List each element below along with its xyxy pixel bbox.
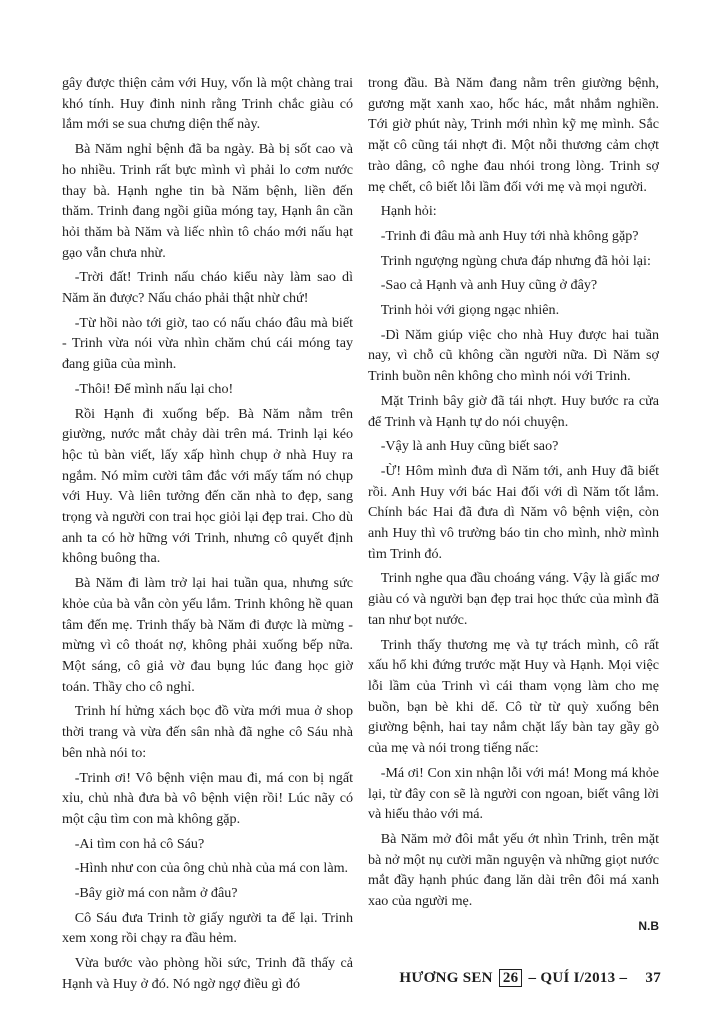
paragraph: trong đầu. Bà Năm đang nằm trên giường bệnh, gương mặt xanh xao, hốc hác, mắt nhắm nghiền. Tới giờ phút này, Trinh mới nhìn kỹ mẹ mình. Sắc mặt cô cũng tái nhợt đi. Một nỗi thương cảm chợt trào dâng, cô nghe đau nhói trong lòng. Trinh sợ mẹ chết, cô biết lỗi lầm đối với mẹ và mọi người. <box>368 75 659 195</box>
paragraph: Trinh ngượng ngùng chưa đáp nhưng đã hỏi lại: <box>380 252 651 269</box>
paragraph: -Thôi! Để mình nấu lại cho! <box>74 380 234 397</box>
paragraph: -Trinh đi đâu mà anh Huy tới nhà không gặp? <box>380 227 639 244</box>
paragraph: -Hình như con của ông chủ nhà của má con làm. <box>74 860 349 877</box>
paragraph: -Từ hồi nào tới giờ, tao có nấu cháo đâu mà biết - Trinh vừa nói vừa nhìn chăm chú cái móng tay đang giũa của mình. <box>62 314 353 373</box>
paragraph: Rồi Hạnh đi xuống bếp. Bà Năm nằm trên giường, nước mắt chảy dài trên má. Trinh lại kéo hộc tủ bàn viết, lấy xấp hình chụp ở nhà Huy ra ngắm. Nó mỉm cười tâm đắc với mấy tấm nó chụp với Huy. Và liên tưởng đến căn nhà to đẹp, sang trọng và người con trai học giỏi lại đẹp trai. Cho dù anh ta có hờ hững với Trinh, nhưng cô quyết định không buông tha. <box>62 405 353 567</box>
paragraph: -Dì Năm giúp việc cho nhà Huy được hai tuần nay, vì chỗ cũ không cần người nữa. Dì Năm sợ Trinh buồn nên không cho mình nói với Trinh. <box>368 326 659 385</box>
left-column <box>62 73 353 999</box>
paragraph: Bà Năm mở đôi mắt yếu ớt nhìn Trinh, trên mặt bà nở một nụ cười mãn nguyện và những giọt nước mắt đầy hạnh phúc đang lăn dài trên đôi má xanh xao của người mẹ. <box>368 830 659 910</box>
paragraph: -Má ơi! Con xin nhận lỗi với má! Mong má khỏe lại, từ đây con sẽ là người con ngoan, biết vâng lời và hiếu thảo với má. <box>368 764 659 823</box>
issue-quarter: – QUÍ I/2013 – <box>528 970 628 986</box>
paragraph: Mặt Trinh bây giờ đã tái nhợt. Huy bước ra cửa để Trinh và Hạnh tự do nói chuyện. <box>368 392 659 430</box>
paragraph: -Bây giờ má con nằm ở đâu? <box>74 885 238 902</box>
paragraph: Trinh hí hửng xách bọc đồ vừa mới mua ở shop thời trang và vừa đến sân nhà đã nghe cô Sáu nhà bên nhà nói to: <box>62 703 353 761</box>
paragraph: -Sao cả Hạnh và anh Huy cũng ở đây? <box>380 277 598 294</box>
paragraph: -Ừ! Hôm mình đưa dì Năm tới, anh Huy đã biết rồi. Anh Huy với bác Hai đối với dì Năm tốt lắm. Chính bác Hai đã đưa dì Năm vô bệnh viện, còn anh Huy thì vô trường báo tin cho mình, nhờ mình tìm Trinh đó. <box>368 462 659 562</box>
paragraph: -Ai tìm con hả cô Sáu? <box>74 835 205 852</box>
paragraph: -Trời đất! Trinh nấu cháo kiểu này làm sao dì Năm ăn được? Nấu cháo phải thật nhừ chứ! <box>62 269 353 307</box>
issue-number-box: 26 <box>499 969 523 987</box>
paragraph: Bà Năm đi làm trở lại hai tuần qua, nhưng sức khỏe của bà vẫn còn yếu lắm. Trinh không hề quan tâm đến mẹ. Trinh thấy bà Năm đi được là mừng - mừng vì cô thoát nợ, không phải xuống bếp nữa. Một sáng, cô giả vờ đau bụng lúc đang học giờ toán. Thầy cho cô nghỉ. <box>62 575 353 695</box>
paragraph: Hạnh hỏi: <box>380 203 437 220</box>
right-column <box>368 73 659 940</box>
paragraph: Cô Sáu đưa Trinh tờ giấy người ta để lại. Trinh xem xong rồi chạy ra đầu hẻm. <box>62 909 353 947</box>
paragraph: Trinh nghe qua đầu choáng váng. Vậy là giấc mơ giàu có và người bạn đẹp trai học thức của mình đã tan như bọt nước. <box>368 570 659 628</box>
paragraph: Vừa bước vào phòng hồi sức, Trinh đã thấy cả Hạnh và Huy ở đó. Nó ngờ ngợ điều gì đó <box>62 955 353 992</box>
paragraph: Trinh thấy thương mẹ và tự trách mình, cô rất xấu hổ khi đứng trước mặt Huy và Hạnh. Mọi việc lỗi lầm của Trinh vì cái tham vọng làm cho mẹ buồn, bạn bè khi dể. Cô từ từ quỳ xuống bên giường bệnh, hai tay nắm chặt lấy bàn tay gầy gò của mẹ và nói trong tiếng nấc: <box>368 636 659 757</box>
magazine-title: HƯƠNG SEN <box>399 970 493 986</box>
paragraph: Bà Năm nghỉ bệnh đã ba ngày. Bà bị sốt cao và ho nhiều. Trinh rất bực mình vì phải lo cơm nước thay bà. Hạnh nghe tin bà Năm bệnh, liền đến thăm. Trinh đang ngồi giũa móng tay, Hạnh ân cần hỏi thăm bà Năm và liếc nhìn tô cháo mới nấu hạt gạo vẫn chưa nhừ. <box>62 141 353 261</box>
author-signature: N.B <box>638 918 659 933</box>
paragraph: gây được thiện cảm với Huy, vốn là một chàng trai khó tính. Huy đinh ninh rằng Trinh chắc giàu có lắm mới se sua chưng diện thế này. <box>62 75 353 133</box>
paragraph: -Trinh ơi! Vô bệnh viện mau đi, má con bị ngất xỉu, chủ nhà đưa bà vô bệnh viện rồi! Lúc nãy có một cậu tìm con mà không gặp. <box>62 769 353 827</box>
page-footer <box>399 969 661 987</box>
page-number: 37 <box>645 970 661 986</box>
paragraph: -Vậy là anh Huy cũng biết sao? <box>380 438 559 455</box>
paragraph: Trinh hỏi với giọng ngạc nhiên. <box>380 302 560 319</box>
